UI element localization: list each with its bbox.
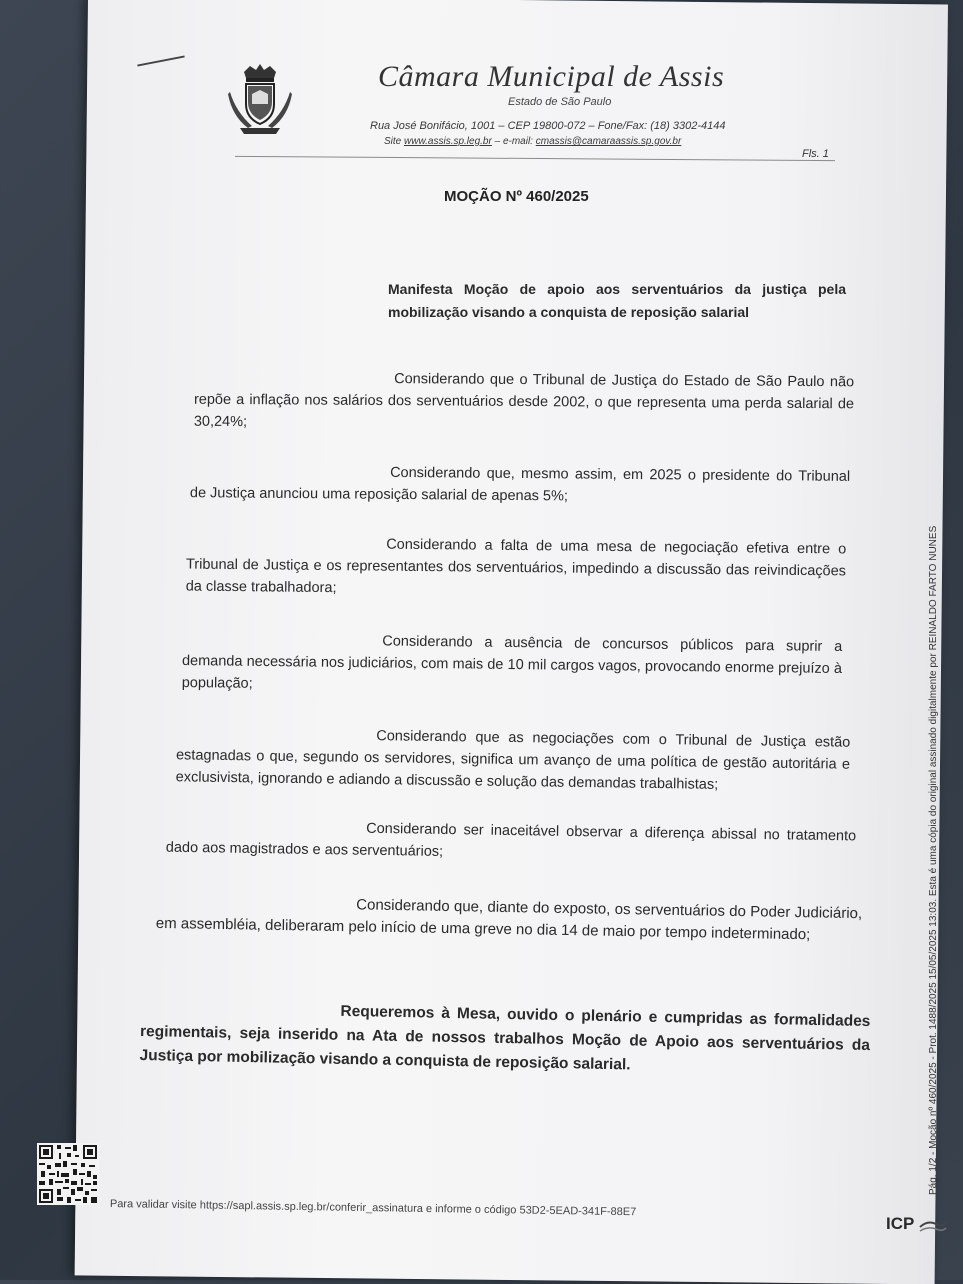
email-link[interactable]: cmassis@camaraassis.sp.gov.br	[535, 136, 682, 147]
email-label: – e-mail:	[494, 136, 533, 147]
document-summary: Manifesta Moção de apoio aos serventuários da justiça pela mobilização visando a conquista de reposição salarial	[388, 281, 846, 320]
validation-notice: Para validar visite https://sapl.assis.sp.leg.br/conferir_assinatura e informe o código 53D2-5EAD-341F-88E7	[109, 1198, 637, 1219]
organization-name: Câmara Municipal de Assis	[378, 60, 725, 93]
document-title: MOÇÃO Nº 460/2025	[444, 188, 589, 205]
site-link[interactable]: www.assis.sp.leg.br	[404, 136, 492, 147]
considering-paragraph: Considerando a falta de uma mesa de negociação efetiva entre o Tribunal de Justiça e os representantes dos serventuários, impedindo a discussão das reivindicações da classe trabalhadora;	[185, 536, 847, 597]
considering-paragraph: Considerando que, diante do exposto, os serventuários do Poder Judiciário, em assembléia, deliberaram pelo início de uma greve no dia 14 de maio por tempo indeterminado;	[155, 896, 863, 944]
considering-paragraph: Considerando ser inaceitável observar a diferença abissal no tratamento dado aos magistrados e aos serventuários;	[165, 820, 857, 860]
digital-signature-stamp: Pág. 1/2 - Moção nº 460/2025 - Prot. 1488/2025 15/05/2025 13:03. Esta é uma cópia do original assinado digitalmente por REINALDO FARTO NUNES	[928, 525, 939, 1195]
considering-paragraph: Considerando que, mesmo assim, em 2025 o presidente do Tribunal de Justiça anunciou uma reposição salarial de apenas 5%;	[189, 464, 851, 505]
pen-mark	[137, 55, 184, 66]
considering-paragraph: Considerando a ausência de concursos públicos para suprir a demanda necessária nos judiciários, com mais de 10 mil cargos vagos, provocando enorme prejuízo à população;	[181, 633, 843, 692]
municipal-coat-of-arms-icon	[222, 62, 298, 136]
considering-paragraph: Considerando que o Tribunal de Justiça do Estado de São Paulo não repõe a inflação nos salários dos serventuários desde 2002, o que representa uma perda salarial de 30,24%;	[193, 371, 855, 431]
site-label: Site	[384, 136, 402, 147]
organization-contact	[384, 136, 681, 147]
qr-code-icon	[37, 1143, 99, 1205]
request-paragraph: Requeremos à Mesa, ouvido o plenário e cumpridas as formalidades regimentais, seja inserido na Ata de nossos trabalhos Moção de Apoio aos serventuários da Justiça por mobilização visando a conquista de reposição salarial.	[139, 1002, 871, 1074]
considering-paragraph: Considerando que as negociações com o Tribunal de Justiça estão estagnadas o que, segundo os servidores, significa um avanço de uma política de gestão autoritária e exclusivista, ignorando e adiando a discussão e solução das demandas trabalhistas;	[175, 728, 851, 793]
header-divider	[235, 156, 835, 161]
icp-brasil-logo-icon	[918, 1218, 948, 1236]
organization-address: Rua José Bonifácio, 1001 – CEP 19800-072 – Fone/Fax: (18) 3302-4144	[370, 120, 726, 132]
organization-state: Estado de São Paulo	[508, 96, 612, 108]
icp-label: ICP	[886, 1214, 915, 1233]
folio-number: Fls. 1	[802, 148, 829, 160]
